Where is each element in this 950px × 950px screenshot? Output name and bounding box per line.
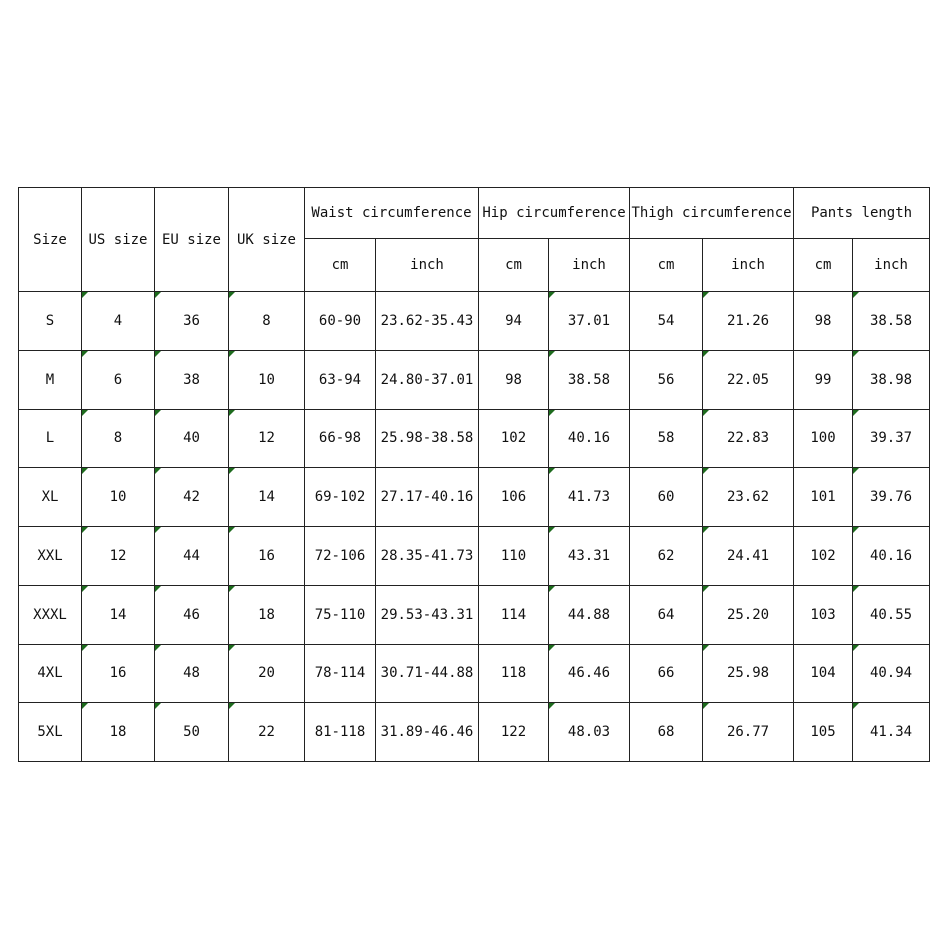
cell-size: 5XL [19, 703, 82, 762]
cell-us-size: 18 [82, 703, 155, 762]
cell-hip-cm: 106 [479, 468, 549, 527]
cell-pants-cm: 99 [794, 350, 853, 409]
cell-hip-inch: 37.01 [549, 292, 630, 351]
cell-waist-inch: 27.17-40.16 [376, 468, 479, 527]
cell-hip-inch: 41.73 [549, 468, 630, 527]
cell-uk-size: 10 [229, 350, 305, 409]
cell-thigh-inch: 22.83 [703, 409, 794, 468]
cell-size: XXL [19, 527, 82, 586]
cell-eu-size: 48 [155, 644, 229, 703]
cell-hip-cm: 122 [479, 703, 549, 762]
table-row [19, 703, 930, 762]
table-row [19, 585, 930, 644]
cell-hip-inch: 44.88 [549, 585, 630, 644]
cell-size: S [19, 292, 82, 351]
cell-size: XXXL [19, 585, 82, 644]
cell-us-size: 14 [82, 585, 155, 644]
cell-eu-size: 40 [155, 409, 229, 468]
cell-hip-inch: 38.58 [549, 350, 630, 409]
cell-hip-cm: 118 [479, 644, 549, 703]
cell-pants-inch: 41.34 [853, 703, 930, 762]
cell-size: L [19, 409, 82, 468]
cell-pants-cm: 98 [794, 292, 853, 351]
cell-hip-inch: 40.16 [549, 409, 630, 468]
table-row [19, 527, 930, 586]
header-pants-length: Pants length [794, 188, 930, 239]
size-chart-header [19, 188, 930, 292]
cell-thigh-cm: 60 [630, 468, 703, 527]
cell-hip-cm: 114 [479, 585, 549, 644]
unit-hip-inch: inch [549, 239, 630, 292]
cell-thigh-cm: 62 [630, 527, 703, 586]
cell-pants-inch: 39.76 [853, 468, 930, 527]
cell-thigh-inch: 26.77 [703, 703, 794, 762]
cell-thigh-inch: 23.62 [703, 468, 794, 527]
cell-waist-inch: 31.89-46.46 [376, 703, 479, 762]
cell-pants-inch: 40.55 [853, 585, 930, 644]
cell-waist-cm: 78-114 [305, 644, 376, 703]
cell-pants-cm: 100 [794, 409, 853, 468]
header-uk-size: UK size [229, 188, 305, 292]
cell-hip-cm: 102 [479, 409, 549, 468]
unit-pants-cm: cm [794, 239, 853, 292]
cell-waist-inch: 28.35-41.73 [376, 527, 479, 586]
cell-waist-inch: 30.71-44.88 [376, 644, 479, 703]
cell-size: M [19, 350, 82, 409]
cell-pants-cm: 105 [794, 703, 853, 762]
header-row-main [19, 188, 930, 239]
unit-thigh-inch: inch [703, 239, 794, 292]
cell-us-size: 10 [82, 468, 155, 527]
cell-pants-cm: 104 [794, 644, 853, 703]
cell-waist-cm: 81-118 [305, 703, 376, 762]
unit-hip-cm: cm [479, 239, 549, 292]
cell-pants-inch: 38.58 [853, 292, 930, 351]
cell-thigh-inch: 24.41 [703, 527, 794, 586]
header-size: Size [19, 188, 82, 292]
cell-pants-inch: 40.16 [853, 527, 930, 586]
cell-waist-inch: 24.80-37.01 [376, 350, 479, 409]
cell-us-size: 6 [82, 350, 155, 409]
cell-waist-cm: 66-98 [305, 409, 376, 468]
cell-waist-cm: 69-102 [305, 468, 376, 527]
size-chart-table [18, 187, 930, 762]
cell-eu-size: 36 [155, 292, 229, 351]
cell-uk-size: 18 [229, 585, 305, 644]
cell-uk-size: 16 [229, 527, 305, 586]
cell-hip-inch: 43.31 [549, 527, 630, 586]
cell-pants-cm: 101 [794, 468, 853, 527]
cell-thigh-cm: 66 [630, 644, 703, 703]
cell-thigh-inch: 22.05 [703, 350, 794, 409]
cell-eu-size: 38 [155, 350, 229, 409]
header-hip: Hip circumference [479, 188, 630, 239]
cell-waist-inch: 29.53-43.31 [376, 585, 479, 644]
header-waist: Waist circumference [305, 188, 479, 239]
table-row [19, 644, 930, 703]
unit-thigh-cm: cm [630, 239, 703, 292]
cell-eu-size: 44 [155, 527, 229, 586]
cell-waist-cm: 60-90 [305, 292, 376, 351]
cell-waist-cm: 72-106 [305, 527, 376, 586]
cell-thigh-inch: 25.20 [703, 585, 794, 644]
cell-thigh-inch: 21.26 [703, 292, 794, 351]
cell-pants-cm: 102 [794, 527, 853, 586]
header-us-size: US size [82, 188, 155, 292]
cell-hip-cm: 98 [479, 350, 549, 409]
cell-uk-size: 8 [229, 292, 305, 351]
cell-thigh-cm: 68 [630, 703, 703, 762]
header-thigh: Thigh circumference [630, 188, 794, 239]
cell-us-size: 12 [82, 527, 155, 586]
cell-thigh-cm: 56 [630, 350, 703, 409]
cell-hip-inch: 48.03 [549, 703, 630, 762]
cell-thigh-inch: 25.98 [703, 644, 794, 703]
cell-waist-inch: 25.98-38.58 [376, 409, 479, 468]
table-row [19, 409, 930, 468]
cell-pants-inch: 38.98 [853, 350, 930, 409]
cell-thigh-cm: 58 [630, 409, 703, 468]
cell-waist-cm: 75-110 [305, 585, 376, 644]
cell-pants-inch: 40.94 [853, 644, 930, 703]
table-row [19, 350, 930, 409]
cell-pants-inch: 39.37 [853, 409, 930, 468]
cell-eu-size: 46 [155, 585, 229, 644]
unit-waist-cm: cm [305, 239, 376, 292]
cell-thigh-cm: 64 [630, 585, 703, 644]
cell-eu-size: 50 [155, 703, 229, 762]
cell-hip-inch: 46.46 [549, 644, 630, 703]
cell-pants-cm: 103 [794, 585, 853, 644]
table-row [19, 292, 930, 351]
cell-us-size: 4 [82, 292, 155, 351]
cell-hip-cm: 94 [479, 292, 549, 351]
size-chart-body [19, 292, 930, 762]
unit-waist-inch: inch [376, 239, 479, 292]
table-row [19, 468, 930, 527]
cell-hip-cm: 110 [479, 527, 549, 586]
cell-uk-size: 14 [229, 468, 305, 527]
cell-size: 4XL [19, 644, 82, 703]
cell-us-size: 8 [82, 409, 155, 468]
cell-size: XL [19, 468, 82, 527]
cell-uk-size: 20 [229, 644, 305, 703]
cell-waist-inch: 23.62-35.43 [376, 292, 479, 351]
unit-pants-inch: inch [853, 239, 930, 292]
cell-us-size: 16 [82, 644, 155, 703]
cell-waist-cm: 63-94 [305, 350, 376, 409]
cell-uk-size: 12 [229, 409, 305, 468]
header-eu-size: EU size [155, 188, 229, 292]
cell-uk-size: 22 [229, 703, 305, 762]
cell-eu-size: 42 [155, 468, 229, 527]
cell-thigh-cm: 54 [630, 292, 703, 351]
